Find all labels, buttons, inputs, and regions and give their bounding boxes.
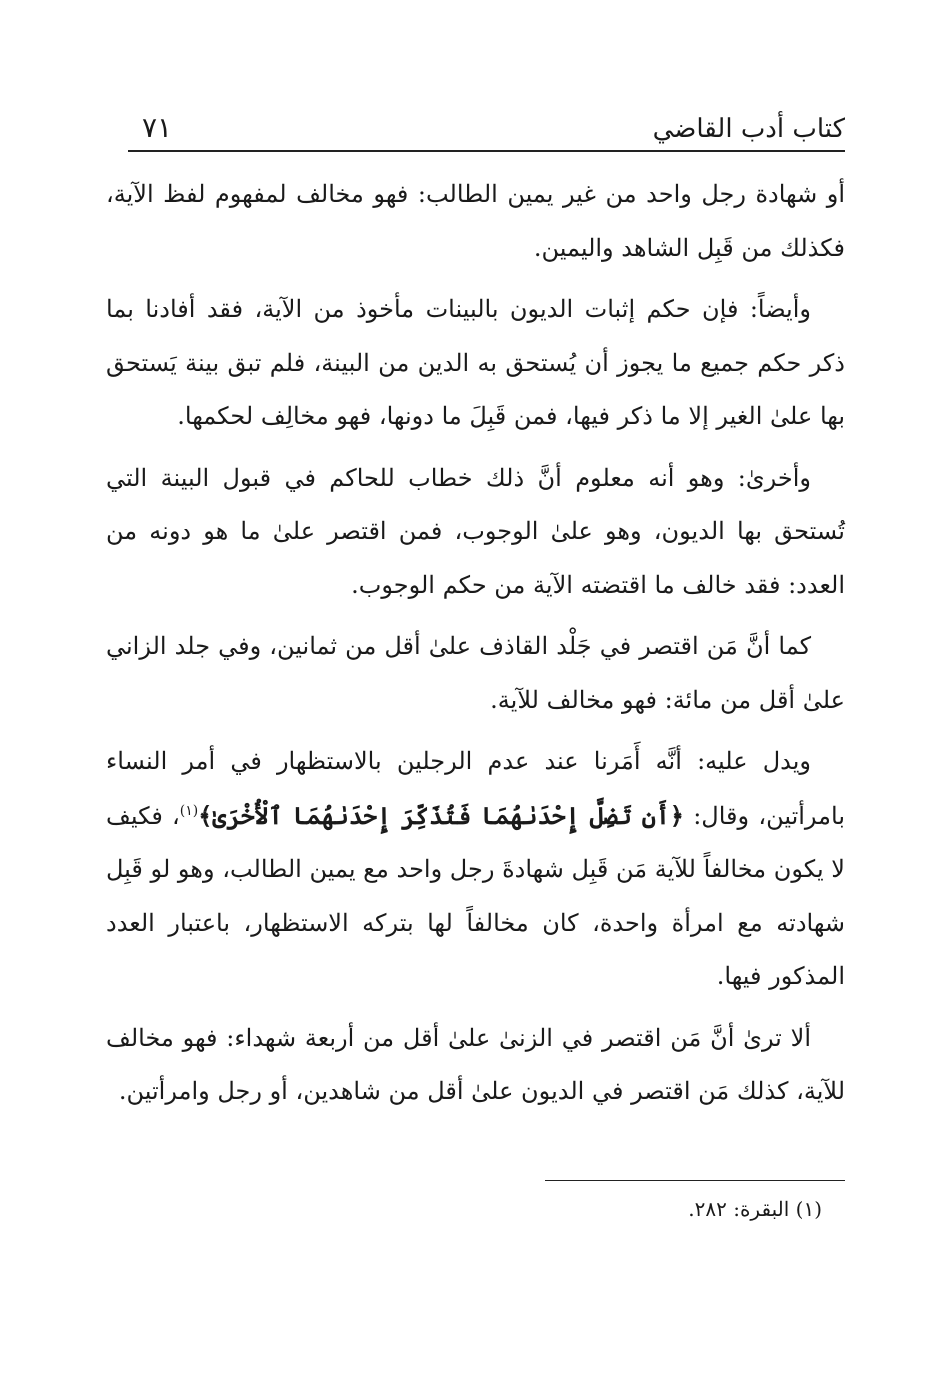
main-text bbox=[106, 168, 845, 1127]
paragraph-2: وأيضاً: فإن حكم إثبات الديون بالبينات مأخوذ من الآية، فقد أفادنا بما ذكر حكم جميع ما يجوز أن يُستحق به الدين من البينة، فلم تبق بينة يَستحق بها علىٰ الغير إلا ما ذكر فيها، فمن قَبِلَ ما دونها، فهو مخالِف لحكمها. bbox=[106, 295, 845, 430]
page-header bbox=[128, 92, 845, 152]
footnote-divider bbox=[545, 1180, 845, 1181]
quran-open-bracket: ﴿ bbox=[669, 800, 684, 830]
footnote-reference: (١) bbox=[179, 802, 199, 819]
paragraph-3: وأخرىٰ: وهو أنه معلوم أنَّ ذلك خطاب للحاكم في قبول البينة التي تُستحق بها الديون، وهو علىٰ الوجوب، فمن اقتصر علىٰ ما هو دونه من العدد: فقد خالف ما اقتضته الآية من حكم الوجوب. bbox=[106, 463, 845, 599]
paragraph-5-after: ، فكيف لا يكون مخالفاً للآية مَن قَبِل شهادةَ رجل واحد مع يمين الطالب، وهو لو قَبِل شهادته مع امرأة واحدة، كان مخالفاً لها بتركه الاستظهار، باعتبار العدد المذكور فيها. bbox=[106, 801, 845, 990]
footnote-1: (١) البقرة: ٢٨٢. bbox=[688, 1197, 822, 1221]
page-number: ٧١ bbox=[142, 111, 173, 144]
running-title: كتاب أدب القاضي bbox=[652, 114, 845, 144]
paragraph-6: ألا ترىٰ أنَّ مَن اقتصر في الزنىٰ علىٰ أقل من أربعة شهداء: فهو مخالف للآية، كذلك مَن اقتصر في الديون علىٰ أقل من شاهدين، أو رجل وامرأتين. bbox=[106, 1023, 845, 1105]
paragraph-5 bbox=[106, 735, 845, 1004]
quran-close-bracket: ﴾ bbox=[198, 800, 213, 830]
paragraph-4: كما أنَّ مَن اقتصر في جَلْد القاذف علىٰ أقل من ثمانين، وفي جلد الزاني علىٰ أقل من مائة: فهو مخالف للآية. bbox=[106, 632, 845, 714]
quran-verse: أَن تَضِلَّ إِحْدَىٰهُمَا فَتُذَكِّرَ إِحْدَىٰهُمَا ٱلْأُخْرَىٰ bbox=[212, 800, 670, 830]
paragraph-5-before: ويدل عليه: أنَّه أَمَرنا عند عدم الرجلين بالاستظهار في أمر النساء بامرأتين، وقال: bbox=[106, 747, 846, 830]
paragraph-1: أو شهادة رجل واحد من غير يمين الطالب: فهو مخالف لمفهوم لفظ الآية، فكذلك من قَبِل الشاهد واليمين. bbox=[106, 180, 845, 262]
